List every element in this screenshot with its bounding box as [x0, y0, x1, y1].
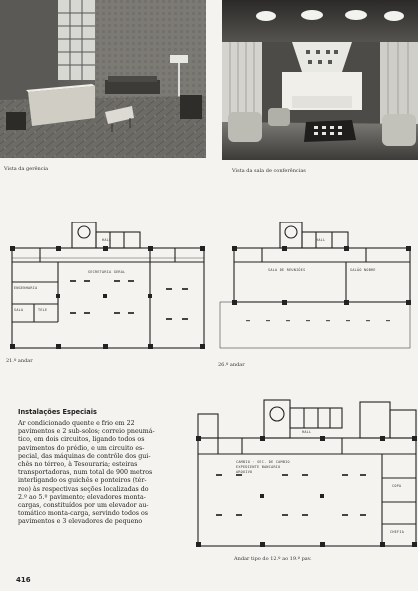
photo-manager-office	[0, 0, 206, 158]
conference-room-image	[222, 0, 418, 160]
manager-office-image	[0, 0, 206, 158]
plan-typical-label-hall: HALL	[302, 430, 312, 434]
plan21-label-sala: SALA	[14, 308, 24, 312]
plan26-label-sala-reunioes: SALA DE REUNIÕES	[268, 268, 306, 272]
plan-typical-label-copa: COPA	[392, 484, 402, 488]
section-body: Ar condicionado quente e frio em 22 pavimentos e 2 sub-solos; correio pneumá- tico, em dois circuitos, ligando todos os pavimentos do prédio, e um circuito es- pecial, das máquinas de contrôle dos gui- chês no térreo, à Tesouraria; esteiras transportadoras, num total de 900 metros interligando os guichês e ponteiros (tér- reo) às respectivas seções localizadas do 2.º ao 5.º pavimento; elevadores monta- cargas, constituídos por um elevador au- tomático monta-carga, servindo todos os pavimentos e 3 elevadores de pequeno	[18, 420, 155, 526]
plan-typical-label-arquivo: ARQUIVO	[236, 470, 253, 474]
plan21-label-hall: HALL	[102, 238, 112, 242]
plan-typical-label-exp: EXPEDIENTE BANCARIO	[236, 465, 281, 469]
plan-typical-label-cambio: CAMBIO · SEC. DE CAMBIO	[236, 460, 290, 464]
floor-plan-typical	[196, 398, 418, 548]
right-photo-caption: Vista da sala de conferências	[232, 168, 306, 174]
left-photo-caption: Vista da gerência	[4, 166, 49, 172]
plan21-label-tele: TELE	[38, 308, 48, 312]
plan-typical-label-chefia: CHEFIA	[390, 530, 405, 534]
plan26-caption: 26.º andar	[218, 362, 245, 368]
section-title: Instalações Especiais	[18, 408, 97, 416]
plan-typical-caption: Andar tipo do 12.º ao 19.º pav.	[234, 556, 312, 562]
plan21-label-engenharia: ENGENHARIA	[14, 286, 38, 290]
floor-plan-21	[10, 222, 208, 350]
photo-conference-room	[222, 0, 418, 160]
plan21-label-secretaria: SECRETARIA GERAL	[88, 270, 126, 274]
plan21-caption: 21.º andar	[6, 358, 33, 364]
floor-plan-26	[216, 222, 414, 350]
page-number: 416	[16, 576, 31, 584]
plan26-label-hall: HALL	[316, 238, 326, 242]
plan26-label-salao-nobre: SALÃO NOBRE	[350, 268, 376, 272]
